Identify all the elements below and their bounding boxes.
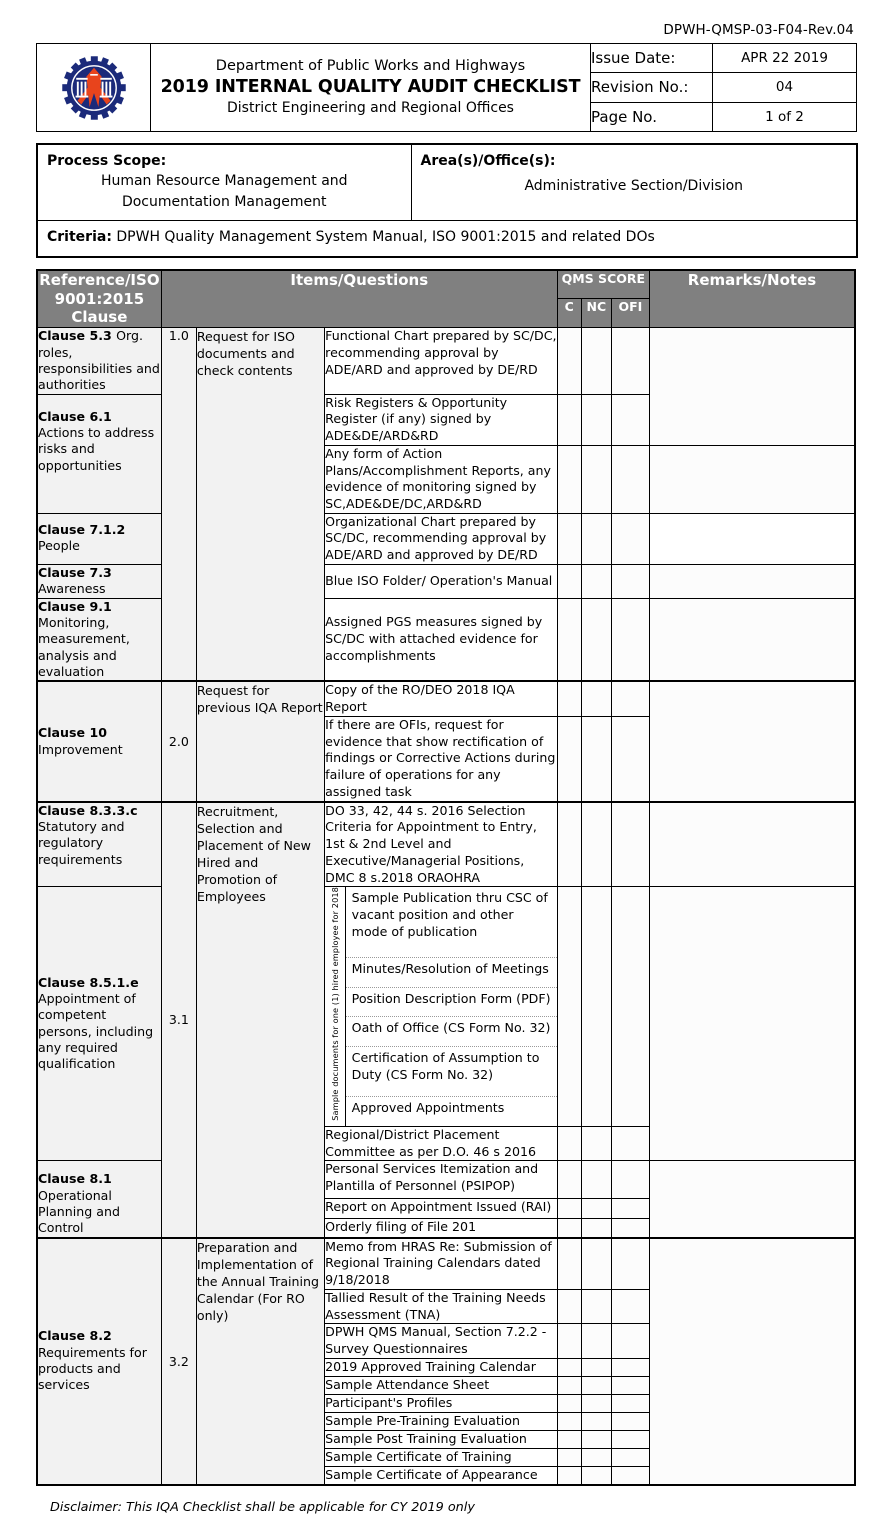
section-number: 3.2 xyxy=(161,1238,196,1485)
clause-code: Clause 8.1 xyxy=(38,1171,112,1187)
item-cell: Participant's Profiles xyxy=(325,1394,558,1412)
score-c-cell[interactable] xyxy=(557,598,581,681)
item-cell: Orderly filing of File 201 xyxy=(325,1218,558,1238)
document-subtitle: District Engineering and Regional Offices xyxy=(227,100,514,117)
table-row xyxy=(37,681,855,716)
score-nc-cell[interactable] xyxy=(581,1376,611,1394)
score-nc-cell[interactable] xyxy=(581,802,611,887)
item-cell: Minutes/Resolution of Meetings xyxy=(345,958,557,988)
score-nc-cell[interactable] xyxy=(581,1218,611,1238)
clause-code: Clause 7.3 xyxy=(38,564,112,580)
remarks-cell[interactable] xyxy=(649,564,855,598)
score-ofi-cell[interactable] xyxy=(611,681,649,716)
score-nc-cell[interactable] xyxy=(581,564,611,598)
issue-date-label: Issue Date: xyxy=(591,44,713,73)
clause-cell xyxy=(37,802,161,887)
score-ofi-cell[interactable] xyxy=(611,1289,649,1323)
score-ofi-cell[interactable] xyxy=(611,887,649,1127)
score-c-cell[interactable] xyxy=(557,1394,581,1412)
score-ofi-cell[interactable] xyxy=(611,394,649,445)
clause-cell xyxy=(37,681,161,801)
item-cell: Blue ISO Folder/ Operation's Manual xyxy=(325,564,558,598)
score-c-cell[interactable] xyxy=(557,716,581,801)
item-cell: If there are OFIs, request for evidence that show rectification of findings or Corrective Actions during failure of operations for any assigned task xyxy=(325,716,558,801)
score-nc-cell[interactable] xyxy=(581,1448,611,1466)
clause-text: Actions to address risks and opportunities xyxy=(38,424,155,473)
clause-text: People xyxy=(38,538,80,554)
col-header-clause: Reference/ISO 9001:2015 Clause xyxy=(37,270,161,328)
grouped-items-cell xyxy=(325,887,558,1127)
audit-checklist-table xyxy=(36,269,856,1486)
disclaimer-text: Disclaimer: This IQA Checklist shall be applicable for CY 2019 only xyxy=(50,1499,475,1515)
clause-text: Org. roles, responsibilities and authorities xyxy=(38,328,160,393)
clause-cell xyxy=(37,598,161,681)
remarks-cell[interactable] xyxy=(649,598,855,681)
clause-cell xyxy=(37,564,161,598)
department-line: Department of Public Works and Highways xyxy=(215,57,526,74)
process-cell: Request for ISO documents and check contents xyxy=(196,328,324,682)
score-ofi-cell[interactable] xyxy=(611,564,649,598)
item-cell: DO 33, 42, 44 s. 2016 Selection Criteria for Appointment to Entry, 1st & 2nd Level and Executive/Managerial Positions, DMC 8 s.2018 ORAOHRA xyxy=(325,802,558,887)
remarks-cell[interactable] xyxy=(649,802,855,887)
clause-text: Statutory and regulatory requirements xyxy=(38,818,125,867)
col-header-c: C xyxy=(557,299,581,328)
score-nc-cell[interactable] xyxy=(581,1126,611,1160)
item-cell: Sample Post Training Evaluation xyxy=(325,1430,558,1448)
score-nc-cell[interactable] xyxy=(581,513,611,564)
score-nc-cell[interactable] xyxy=(581,598,611,681)
col-header-ofi: OFI xyxy=(611,299,649,328)
document-title-cell xyxy=(151,44,591,132)
page-no-label: Page No. xyxy=(591,102,713,131)
criteria-cell xyxy=(37,220,857,257)
score-c-cell[interactable] xyxy=(557,445,581,513)
clause-code: Clause 10 xyxy=(38,725,107,741)
score-ofi-cell[interactable] xyxy=(611,1161,649,1199)
rotated-group-label: Sample documents for one (1) hired employee for 2018 xyxy=(329,887,340,1122)
item-cell: Personal Services Itemization and Plantilla of Personnel (PSIPOP) xyxy=(325,1161,558,1199)
score-c-cell[interactable] xyxy=(557,1466,581,1484)
score-nc-cell[interactable] xyxy=(581,445,611,513)
item-cell: Approved Appointments xyxy=(351,1100,505,1116)
score-nc-cell[interactable] xyxy=(581,1324,611,1358)
section-number: 3.1 xyxy=(161,802,196,1238)
table-row xyxy=(37,1161,855,1199)
document-page xyxy=(36,22,856,1515)
logo-cell xyxy=(37,44,151,132)
remarks-cell[interactable] xyxy=(649,887,855,1161)
score-ofi-cell[interactable] xyxy=(611,1126,649,1160)
score-c-cell[interactable] xyxy=(557,1161,581,1199)
item-cell: Risk Registers & Opportunity Register (if any) signed by ADE&DE/ARD&RD xyxy=(325,394,558,445)
remarks-cell[interactable] xyxy=(649,681,855,801)
item-cell: Certification of Assumption to Duty (CS Form No. 32) xyxy=(345,1046,557,1096)
clause-text: Requirements for products and services xyxy=(38,1344,147,1393)
score-c-cell[interactable] xyxy=(557,887,581,1127)
clause-code: Clause 8.3.3.c xyxy=(38,802,138,818)
revision-no-label: Revision No.: xyxy=(591,73,713,102)
item-cell: Copy of the RO/DEO 2018 IQA Report xyxy=(325,681,558,716)
clause-code: Clause 9.1 xyxy=(38,598,112,614)
revision-no-value: 04 xyxy=(713,73,857,102)
score-c-cell[interactable] xyxy=(557,1289,581,1323)
clause-cell xyxy=(37,1161,161,1238)
score-nc-cell[interactable] xyxy=(581,681,611,716)
score-c-cell[interactable] xyxy=(557,802,581,887)
item-cell: Regional/District Placement Committee as per D.O. 46 s 2016 xyxy=(325,1126,558,1160)
score-nc-cell[interactable] xyxy=(581,328,611,394)
clause-cell xyxy=(37,328,161,394)
score-c-cell[interactable] xyxy=(557,1218,581,1238)
clause-text: Awareness xyxy=(38,581,106,597)
score-nc-cell[interactable] xyxy=(581,1289,611,1323)
score-c-cell[interactable] xyxy=(557,681,581,716)
score-nc-cell[interactable] xyxy=(581,394,611,445)
item-cell: DPWH QMS Manual, Section 7.2.2 - Survey Questionnaires xyxy=(325,1324,558,1358)
score-nc-cell[interactable] xyxy=(581,1430,611,1448)
item-cell: Sample Pre-Training Evaluation xyxy=(325,1412,558,1430)
score-nc-cell[interactable] xyxy=(581,887,611,1127)
col-header-items: Items/Questions xyxy=(161,270,557,328)
clause-code: Clause 5.3 xyxy=(38,328,117,344)
score-c-cell[interactable] xyxy=(557,394,581,445)
item-cell: Tallied Result of the Training Needs Assessment (TNA) xyxy=(325,1289,558,1323)
item-cell: Memo from HRAS Re: Submission of Regional Training Calendars dated 9/18/2018 xyxy=(325,1238,558,1290)
page-no-value: 1 of 2 xyxy=(713,102,857,131)
item-cell: Functional Chart prepared by SC/DC, recommending approval by ADE/ARD and approved by DE/RD xyxy=(325,328,558,394)
score-c-cell[interactable] xyxy=(557,1324,581,1358)
score-ofi-cell[interactable] xyxy=(611,1198,649,1218)
clause-cell xyxy=(37,513,161,564)
process-cell: Preparation and Implementation of the Annual Training Calendar (For RO only) xyxy=(196,1238,324,1485)
area-office-value: Administrative Section/Division xyxy=(524,178,744,195)
score-nc-cell[interactable] xyxy=(581,1238,611,1290)
criteria-label: Criteria: xyxy=(47,228,112,245)
remarks-cell[interactable] xyxy=(649,1238,855,1485)
score-ofi-cell[interactable] xyxy=(611,513,649,564)
document-header-table xyxy=(36,43,857,132)
clause-text: Monitoring, measurement, analysis and evaluation xyxy=(38,615,130,680)
score-c-cell[interactable] xyxy=(557,513,581,564)
rotated-group-label-cell xyxy=(325,887,345,1126)
remarks-cell[interactable] xyxy=(649,1161,855,1238)
col-header-qms-score: QMS SCORE xyxy=(557,270,649,299)
criteria-value: DPWH Quality Management System Manual, ISO 9001:2015 and related DOs xyxy=(111,228,655,245)
score-nc-cell[interactable] xyxy=(581,1198,611,1218)
score-c-cell[interactable] xyxy=(557,1126,581,1160)
dpwh-seal-logo xyxy=(62,55,126,121)
table-row xyxy=(37,328,855,394)
item-cell: Sample Publication thru CSC of vacant position and other mode of publication xyxy=(345,887,557,958)
score-c-cell[interactable] xyxy=(557,1412,581,1430)
clause-code: Clause 7.1.2 xyxy=(38,521,126,537)
clause-code: Clause 8.5.1.e xyxy=(38,974,139,990)
score-ofi-cell[interactable] xyxy=(611,802,649,887)
table-row xyxy=(37,887,855,1127)
score-ofi-cell[interactable] xyxy=(611,1358,649,1376)
section-number: 2.0 xyxy=(161,681,196,801)
clause-cell xyxy=(37,394,161,513)
clause-cell xyxy=(37,887,161,1161)
clause-text: Appointment of competent persons, including any required qualification xyxy=(38,991,154,1072)
score-c-cell[interactable] xyxy=(557,1376,581,1394)
clause-code: Clause 8.2 xyxy=(38,1328,112,1344)
table-row xyxy=(37,802,855,887)
item-cell: Sample Certificate of Training xyxy=(325,1448,558,1466)
item-cell: Organizational Chart prepared by SC/DC, recommending approval by ADE/ARD and approved by DE/RD xyxy=(325,513,558,564)
score-ofi-cell[interactable] xyxy=(611,328,649,394)
clause-text: Operational Planning and Control xyxy=(38,1187,120,1236)
area-office-label: Area(s)/Office(s): xyxy=(420,153,556,169)
score-ofi-cell[interactable] xyxy=(611,716,649,801)
document-code: DPWH-QMSP-03-F04-Rev.04 xyxy=(663,22,854,38)
process-scope-cell xyxy=(37,144,411,220)
score-nc-cell[interactable] xyxy=(581,1466,611,1484)
score-nc-cell[interactable] xyxy=(581,1358,611,1376)
score-nc-cell[interactable] xyxy=(581,1412,611,1430)
item-cell: Position Description Form (PDF) xyxy=(345,987,557,1017)
score-c-cell[interactable] xyxy=(557,328,581,394)
col-header-remarks: Remarks/Notes xyxy=(649,270,855,328)
clause-cell xyxy=(37,1238,161,1485)
process-scope-label: Process Scope: xyxy=(47,153,167,169)
item-cell: 2019 Approved Training Calendar xyxy=(325,1358,558,1376)
process-scope-value: Human Resource Management and Documentation Management xyxy=(100,173,348,210)
score-ofi-cell[interactable] xyxy=(611,1430,649,1448)
score-c-cell[interactable] xyxy=(557,1358,581,1376)
section-number: 1.0 xyxy=(161,328,196,682)
item-cell: Sample Certificate of Appearance xyxy=(325,1466,558,1484)
page-title: 2019 INTERNAL QUALITY AUDIT CHECKLIST xyxy=(160,77,581,98)
table-header xyxy=(37,270,855,328)
score-nc-cell[interactable] xyxy=(581,716,611,801)
score-nc-cell[interactable] xyxy=(581,1394,611,1412)
process-cell: Request for previous IQA Report xyxy=(196,681,324,801)
scope-table xyxy=(36,143,858,258)
score-c-cell[interactable] xyxy=(557,1430,581,1448)
score-ofi-cell[interactable] xyxy=(611,1412,649,1430)
issue-date-value: APR 22 2019 xyxy=(713,44,857,73)
score-ofi-cell[interactable] xyxy=(611,1448,649,1466)
score-nc-cell[interactable] xyxy=(581,1161,611,1199)
table-body xyxy=(37,328,855,1485)
remarks-cell[interactable] xyxy=(649,328,855,446)
clause-code: Clause 6.1 xyxy=(38,408,112,424)
score-ofi-cell[interactable] xyxy=(611,1218,649,1238)
remarks-cell[interactable] xyxy=(649,445,855,513)
col-header-nc: NC xyxy=(581,299,611,328)
score-ofi-cell[interactable] xyxy=(611,598,649,681)
clause-text: Improvement xyxy=(38,741,123,757)
area-office-cell xyxy=(411,144,857,220)
score-c-cell[interactable] xyxy=(557,1238,581,1290)
score-c-cell[interactable] xyxy=(557,1198,581,1218)
score-ofi-cell[interactable] xyxy=(611,445,649,513)
score-ofi-cell[interactable] xyxy=(611,1394,649,1412)
process-cell: Recruitment, Selection and Placement of New Hired and Promotion of Employees xyxy=(196,802,324,1238)
score-ofi-cell[interactable] xyxy=(611,1324,649,1358)
item-cell: Report on Appointment Issued (RAI) xyxy=(325,1198,558,1218)
score-c-cell[interactable] xyxy=(557,564,581,598)
score-ofi-cell[interactable] xyxy=(611,1376,649,1394)
item-cell: Any form of Action Plans/Accomplishment Reports, any evidence of monitoring signed by SC,ADE&DE/DC,ARD&RD xyxy=(325,445,558,513)
table-row xyxy=(37,1238,855,1290)
item-cell: Oath of Office (CS Form No. 32) xyxy=(345,1017,557,1047)
score-ofi-cell[interactable] xyxy=(611,1238,649,1290)
item-cell: Assigned PGS measures signed by SC/DC with attached evidence for accomplishments xyxy=(325,598,558,681)
score-ofi-cell[interactable] xyxy=(611,1466,649,1484)
sample-documents-subtable xyxy=(325,887,557,1126)
score-c-cell[interactable] xyxy=(557,1448,581,1466)
item-cell: Sample Attendance Sheet xyxy=(325,1376,558,1394)
